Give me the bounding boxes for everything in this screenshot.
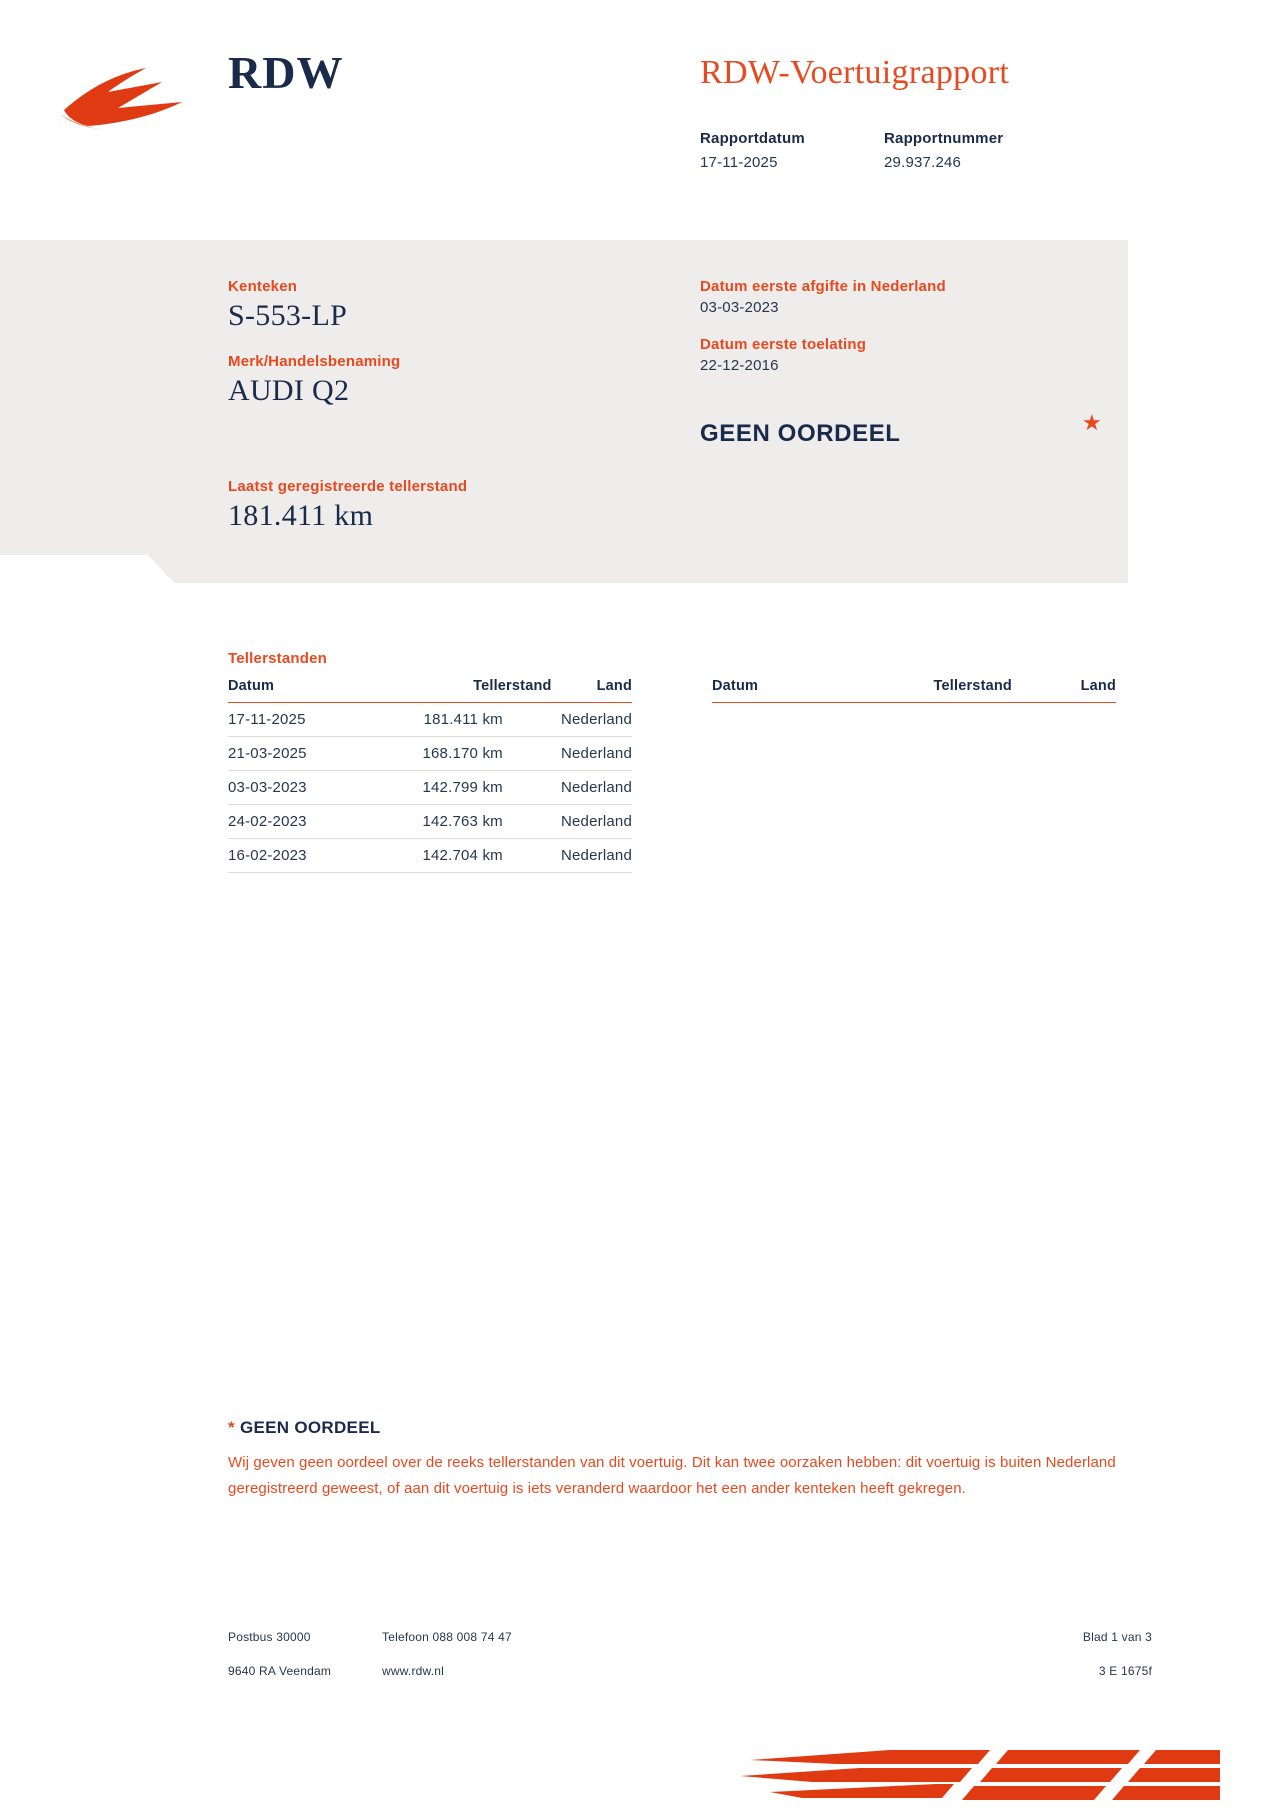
column-header-tellerstand: Tellerstand [309, 678, 559, 703]
table-row [228, 703, 632, 737]
first-admission-value: 22-12-2016 [700, 357, 779, 374]
verdict-badge: GEEN OORDEEL [700, 420, 901, 447]
vehicle-summary-panel [0, 240, 1128, 583]
table-row [228, 805, 632, 839]
cell-land: Nederland [559, 839, 632, 873]
report-meta [700, 130, 1035, 171]
licence-plate-value: S-553-LP [228, 299, 348, 332]
cell-tellerstand: 142.704 km [309, 839, 559, 873]
first-registration-nl-label: Datum eerste afgifte in Nederland [700, 278, 946, 295]
panel-corner-notch [0, 555, 148, 583]
last-odometer-label: Laatst geregistreerde tellerstand [228, 478, 468, 495]
rdw-wordmark: RDW [228, 47, 344, 98]
odometer-table-heading: Tellerstanden [228, 650, 328, 667]
column-header-land: Land [559, 678, 632, 703]
cell-land: Nederland [559, 703, 632, 737]
table-header-row [712, 678, 1116, 703]
table-header-row [228, 678, 632, 703]
rdw-flag-icon [58, 66, 188, 130]
verdict-star-icon: ★ [1082, 410, 1102, 435]
last-odometer-block [228, 478, 467, 533]
report-number-label: Rapportnummer [884, 130, 1004, 147]
footer-postbus: Postbus 30000 [228, 1630, 311, 1644]
cell-tellerstand: 168.170 km [309, 737, 559, 771]
summary-left-column [228, 278, 400, 408]
table-row [228, 839, 632, 873]
cell-datum: 03-03-2023 [228, 771, 309, 805]
footnote-star-icon: * [228, 1418, 235, 1437]
document-header [0, 0, 1280, 236]
cell-tellerstand: 181.411 km [309, 703, 559, 737]
licence-plate-label: Kenteken [228, 278, 298, 295]
report-date-block [700, 130, 852, 171]
first-admission-label: Datum eerste toelating [700, 336, 867, 353]
cell-datum: 16-02-2023 [228, 839, 309, 873]
column-header-tellerstand: Tellerstand [770, 678, 1072, 703]
report-number-value: 29.937.246 [884, 154, 962, 171]
table-row [228, 737, 632, 771]
cell-land: Nederland [559, 771, 632, 805]
column-header-datum: Datum [228, 678, 309, 703]
footer-city: 9640 RA Veendam [228, 1664, 332, 1678]
make-model-label: Merk/Handelsbenaming [228, 353, 401, 370]
report-date-label: Rapportdatum [700, 130, 805, 147]
cell-land: Nederland [559, 737, 632, 771]
cell-tellerstand: 142.763 km [309, 805, 559, 839]
odometer-table-right [712, 678, 1116, 703]
column-header-land: Land [1072, 678, 1116, 703]
table-row [228, 771, 632, 805]
footnote-title-text: GEEN OORDEEL [239, 1418, 381, 1437]
footer-form-code: 3 E 1675f [1098, 1664, 1152, 1678]
report-number-block [884, 130, 1003, 171]
report-date-value: 17-11-2025 [700, 154, 778, 171]
cell-datum: 24-02-2023 [228, 805, 309, 839]
cell-land: Nederland [559, 805, 632, 839]
footer-stripes-icon [740, 1742, 1220, 1802]
cell-datum: 17-11-2025 [228, 703, 309, 737]
first-registration-nl-value: 03-03-2023 [700, 299, 779, 316]
footer-contact-column [382, 1630, 512, 1678]
make-model-value: AUDI Q2 [228, 374, 350, 407]
footnote-body: Wij geven geen oordeel over de reeks tellerstanden van dit voertuig. Dit kan twee oorzaken hebben: dit voertuig is buiten Nederland geregistreerd geweest, of aan dit voertuig is iets veranderd waardoor het een ander kenteken heeft gekregen. [228, 1454, 1116, 1498]
footer-address-column [228, 1630, 331, 1678]
cell-datum: 21-03-2025 [228, 737, 309, 771]
column-header-datum: Datum [712, 678, 770, 703]
footer-phone: Telefoon 088 008 74 47 [382, 1630, 512, 1644]
footer-page-column [1083, 1630, 1152, 1678]
footnote-title [228, 1418, 1128, 1438]
footer-website[interactable]: www.rdw.nl [382, 1664, 445, 1678]
footnote-section [228, 1418, 1128, 1503]
summary-right-column [700, 278, 946, 374]
page-title: RDW-Voertuigrapport [700, 54, 1010, 91]
last-odometer-value: 181.411 km [228, 499, 374, 532]
footer-page-number: Blad 1 van 3 [1082, 1630, 1152, 1644]
odometer-table-left [228, 678, 632, 873]
cell-tellerstand: 142.799 km [309, 771, 559, 805]
